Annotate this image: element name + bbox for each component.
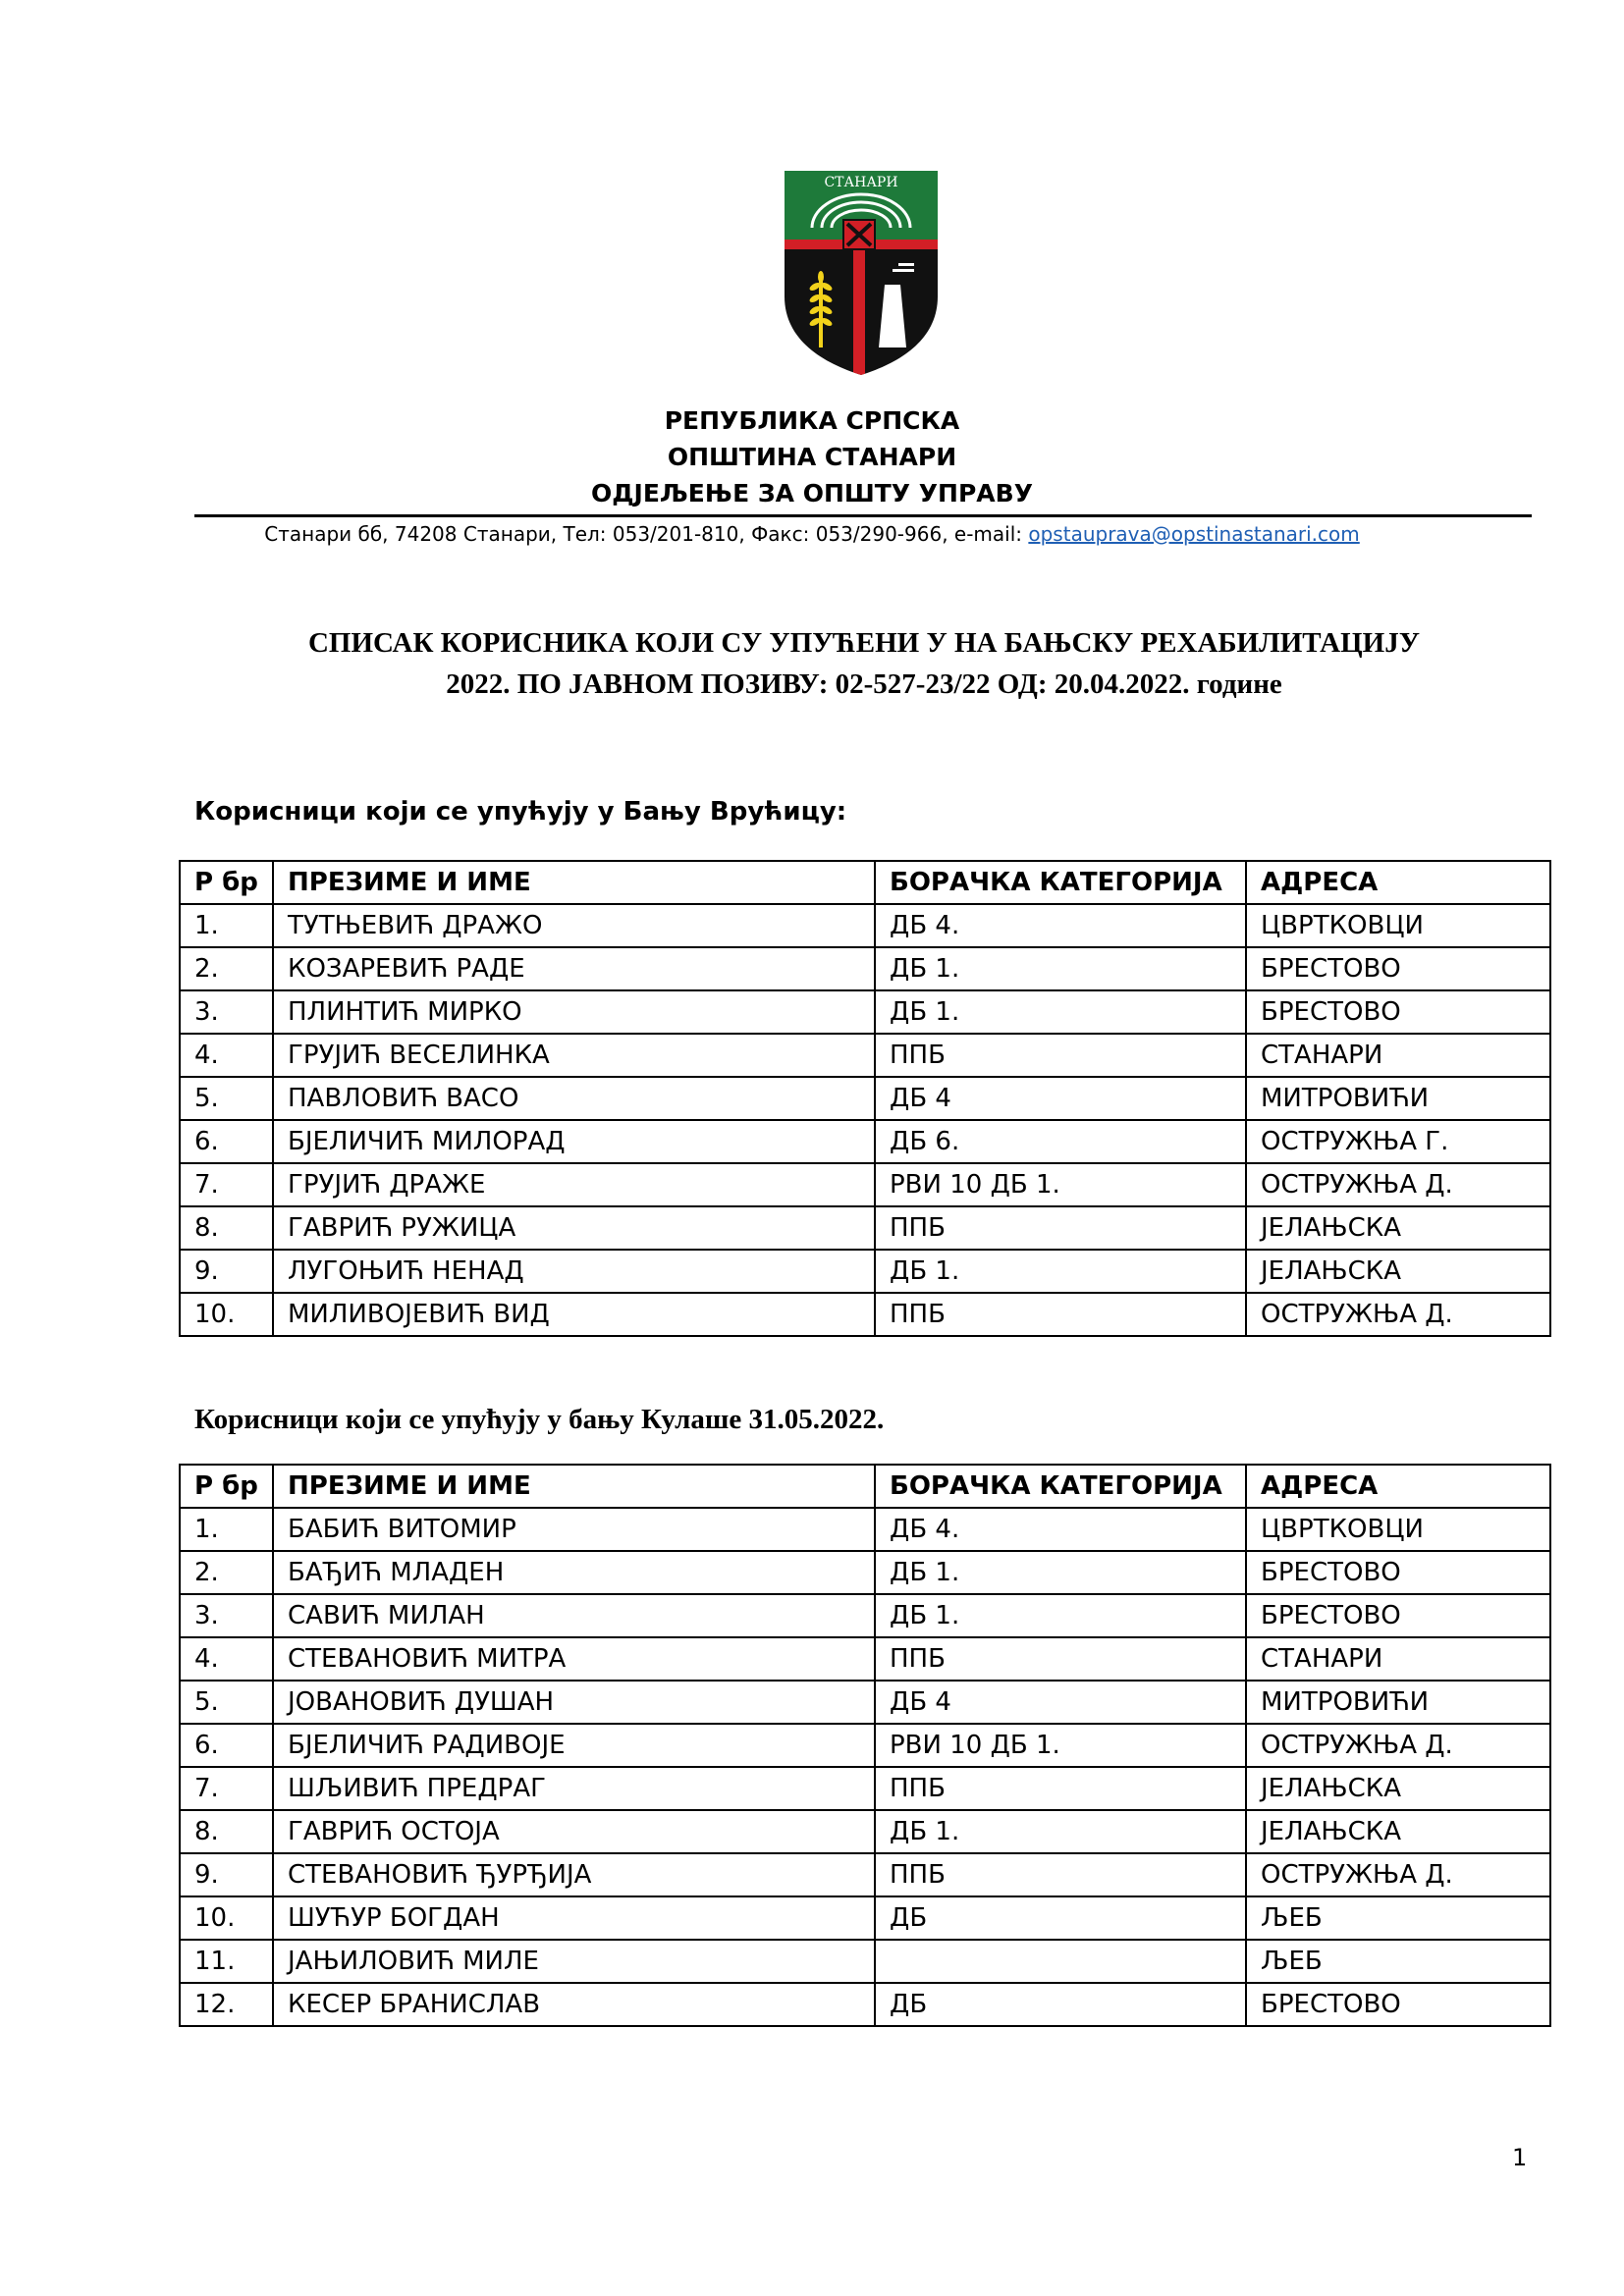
row-number-cell: 2. (180, 1551, 273, 1594)
table-row (180, 1293, 1550, 1336)
name-cell: МИЛИВОЈЕВИЋ ВИД (273, 1293, 875, 1336)
section-heading-kulase: Корисници који се упућују у бању Кулаше 31.05.2022. (194, 1404, 885, 1435)
address-cell: БРЕСТОВО (1246, 1551, 1550, 1594)
row-number-cell: 12. (180, 1983, 273, 2026)
category-cell: ДБ 1. (875, 1551, 1246, 1594)
row-number-cell: 8. (180, 1810, 273, 1853)
table-row (180, 1681, 1550, 1724)
name-cell: ПАВЛОВИЋ ВАСО (273, 1077, 875, 1120)
name-cell: ЛУГОЊИЋ НЕНАД (273, 1250, 875, 1293)
document-title-line-1: СПИСАК КОРИСНИКА КОЈИ СУ УПУЋЕНИ У НА БАЊСКУ РЕХАБИЛИТАЦИЈУ (307, 627, 1421, 659)
row-number-cell: 1. (180, 904, 273, 947)
name-cell: ШЉИВИЋ ПРЕДРАГ (273, 1767, 875, 1810)
address-cell: ОСТРУЖЊА Г. (1246, 1120, 1550, 1163)
table-row (180, 1551, 1550, 1594)
category-cell: РВИ 10 ДБ 1. (875, 1724, 1246, 1767)
table-row (180, 1206, 1550, 1250)
category-cell: ДБ (875, 1896, 1246, 1940)
category-cell: РВИ 10 ДБ 1. (875, 1163, 1246, 1206)
name-cell: ГАВРИЋ РУЖИЦА (273, 1206, 875, 1250)
row-number-cell: 4. (180, 1637, 273, 1681)
table-row (180, 1508, 1550, 1551)
table-row (180, 1983, 1550, 2026)
address-cell: БРЕСТОВО (1246, 1594, 1550, 1637)
column-header-address: АДРЕСА (1246, 1465, 1550, 1508)
category-cell: ДБ 4 (875, 1681, 1246, 1724)
category-cell: ДБ 4. (875, 1508, 1246, 1551)
table-row (180, 1034, 1550, 1077)
column-header-name: ПРЕЗИМЕ И ИМЕ (273, 1465, 875, 1508)
name-cell: КЕСЕР БРАНИСЛАВ (273, 1983, 875, 2026)
address-cell: БРЕСТОВО (1246, 1983, 1550, 2026)
category-cell: ДБ 4 (875, 1077, 1246, 1120)
name-cell: БЈЕЛИЧИЋ МИЛОРАД (273, 1120, 875, 1163)
category-cell: ДБ 4. (875, 904, 1246, 947)
address-cell: ЉЕБ (1246, 1940, 1550, 1983)
name-cell: ТУТЊЕВИЋ ДРАЖО (273, 904, 875, 947)
table-row (180, 1250, 1550, 1293)
row-number-cell: 10. (180, 1293, 273, 1336)
table-vrucica (179, 860, 1551, 1337)
column-header-category: БОРАЧКА КАТЕГОРИЈА (875, 861, 1246, 904)
header-republic: РЕПУБЛИКА СРПСКА (664, 406, 960, 435)
table-row (180, 1724, 1550, 1767)
table-row (180, 1810, 1550, 1853)
category-cell (875, 1940, 1246, 1983)
name-cell: ЈОВАНОВИЋ ДУШАН (273, 1681, 875, 1724)
category-cell: ДБ 1. (875, 1594, 1246, 1637)
address-cell: СТАНАРИ (1246, 1637, 1550, 1681)
category-cell: ППБ (875, 1853, 1246, 1896)
name-cell: ГРУЈИЋ ВЕСЕЛИНКА (273, 1034, 875, 1077)
row-number-cell: 1. (180, 1508, 273, 1551)
address-cell: ЦВРТКОВЦИ (1246, 904, 1550, 947)
category-cell: ППБ (875, 1293, 1246, 1336)
name-cell: БЈЕЛИЧИЋ РАДИВОЈЕ (273, 1724, 875, 1767)
address-cell: ЈЕЛАЊСКА (1246, 1250, 1550, 1293)
category-cell: ДБ 1. (875, 990, 1246, 1034)
table-row (180, 1767, 1550, 1810)
row-number-cell: 9. (180, 1250, 273, 1293)
name-cell: ГАВРИЋ ОСТОЈА (273, 1810, 875, 1853)
address-cell: БРЕСТОВО (1246, 947, 1550, 990)
header-municipality: ОПШТИНА СТАНАРИ (667, 443, 957, 471)
row-number-cell: 6. (180, 1724, 273, 1767)
address-cell: ОСТРУЖЊА Д. (1246, 1293, 1550, 1336)
table-row (180, 990, 1550, 1034)
table-row (180, 1077, 1550, 1120)
crest-label: СТАНАРИ (824, 175, 898, 190)
address-cell: ЦВРТКОВЦИ (1246, 1508, 1550, 1551)
name-cell: СТЕВАНОВИЋ МИТРА (273, 1637, 875, 1681)
row-number-cell: 2. (180, 947, 273, 990)
header-department: ОДЈЕЉЕЊЕ ЗА ОПШТУ УПРАВУ (591, 479, 1033, 507)
address-cell: МИТРОВИЋИ (1246, 1077, 1550, 1120)
category-cell: ДБ 1. (875, 1250, 1246, 1293)
column-header-category: БОРАЧКА КАТЕГОРИЈА (875, 1465, 1246, 1508)
row-number-cell: 8. (180, 1206, 273, 1250)
table-header-row (180, 861, 1550, 904)
document-title-line-2: 2022. ПО ЈАВНОМ ПОЗИВУ: 02-527-23/22 ОД: 20.04.2022. године (446, 668, 1282, 700)
name-cell: КОЗАРЕВИЋ РАДЕ (273, 947, 875, 990)
category-cell: ДБ 1. (875, 1810, 1246, 1853)
name-cell: СТЕВАНОВИЋ ЂУРЂИЈА (273, 1853, 875, 1896)
table-row (180, 1594, 1550, 1637)
address-cell: ОСТРУЖЊА Д. (1246, 1853, 1550, 1896)
column-header-number: Р бр (180, 861, 273, 904)
table-row (180, 1637, 1550, 1681)
address-cell: ОСТРУЖЊА Д. (1246, 1724, 1550, 1767)
address-cell: ЈЕЛАЊСКА (1246, 1810, 1550, 1853)
contact-email-link[interactable]: opstauprava@opstinastanari.com (1028, 522, 1360, 546)
category-cell: ДБ 6. (875, 1120, 1246, 1163)
address-cell: ЈЕЛАЊСКА (1246, 1206, 1550, 1250)
name-cell: ЈАЊИЛОВИЋ МИЛЕ (273, 1940, 875, 1983)
name-cell: БАЂИЋ МЛАДЕН (273, 1551, 875, 1594)
category-cell: ДБ (875, 1983, 1246, 2026)
address-cell: ЉЕБ (1246, 1896, 1550, 1940)
page-number: 1 (1512, 2144, 1528, 2171)
address-cell: ЈЕЛАЊСКА (1246, 1767, 1550, 1810)
row-number-cell: 6. (180, 1120, 273, 1163)
header-divider (194, 514, 1532, 517)
row-number-cell: 11. (180, 1940, 273, 1983)
row-number-cell: 5. (180, 1681, 273, 1724)
category-cell: ППБ (875, 1206, 1246, 1250)
table-row (180, 1163, 1550, 1206)
address-cell: ОСТРУЖЊА Д. (1246, 1163, 1550, 1206)
table-row (180, 1896, 1550, 1940)
row-number-cell: 7. (180, 1767, 273, 1810)
row-number-cell: 3. (180, 990, 273, 1034)
table-row (180, 947, 1550, 990)
municipality-coat-of-arms (783, 169, 940, 377)
column-header-number: Р бр (180, 1465, 273, 1508)
name-cell: ШУЋУР БОГДАН (273, 1896, 875, 1940)
category-cell: ДБ 1. (875, 947, 1246, 990)
column-header-name: ПРЕЗИМЕ И ИМЕ (273, 861, 875, 904)
table-row (180, 1853, 1550, 1896)
section-heading-vrucica: Корисници који се упућују у Бању Врућицу: (194, 797, 847, 827)
table-header-row (180, 1465, 1550, 1508)
contact-details: Станари бб, 74208 Станари, Тел: 053/201-810, Факс: 053/290-966, e-mail: (264, 522, 1029, 546)
name-cell: БАБИЋ ВИТОМИР (273, 1508, 875, 1551)
column-header-address: АДРЕСА (1246, 861, 1550, 904)
name-cell: ПЛИНТИЋ МИРКО (273, 990, 875, 1034)
category-cell: ППБ (875, 1637, 1246, 1681)
category-cell: ППБ (875, 1034, 1246, 1077)
row-number-cell: 4. (180, 1034, 273, 1077)
name-cell: САВИЋ МИЛАН (273, 1594, 875, 1637)
address-cell: СТАНАРИ (1246, 1034, 1550, 1077)
row-number-cell: 3. (180, 1594, 273, 1637)
table-row (180, 904, 1550, 947)
address-cell: МИТРОВИЋИ (1246, 1681, 1550, 1724)
row-number-cell: 10. (180, 1896, 273, 1940)
address-cell: БРЕСТОВО (1246, 990, 1550, 1034)
name-cell: ГРУЈИЋ ДРАЖЕ (273, 1163, 875, 1206)
table-row (180, 1120, 1550, 1163)
row-number-cell: 7. (180, 1163, 273, 1206)
row-number-cell: 5. (180, 1077, 273, 1120)
header-contact (0, 521, 1624, 547)
table-kulase (179, 1464, 1551, 2027)
category-cell: ППБ (875, 1767, 1246, 1810)
row-number-cell: 9. (180, 1853, 273, 1896)
table-row (180, 1940, 1550, 1983)
